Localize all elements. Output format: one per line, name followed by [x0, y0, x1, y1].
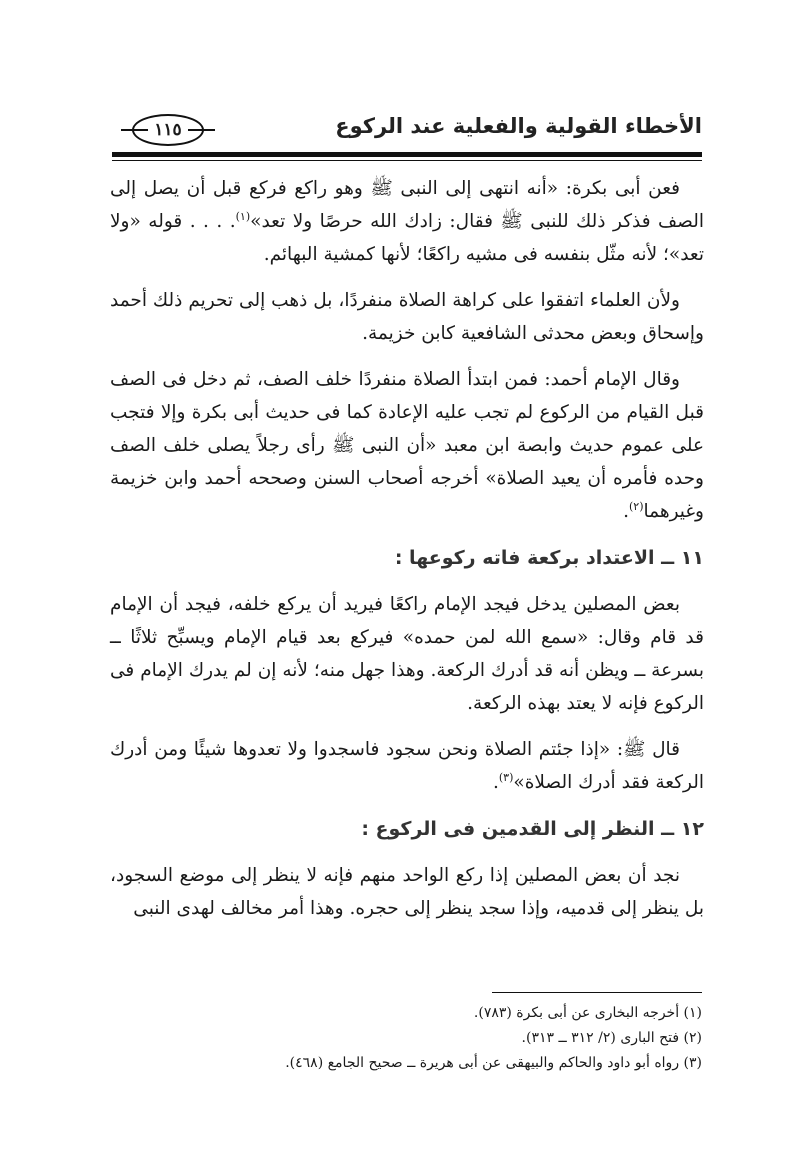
paragraph-3-text: وقال الإمام أحمد: فمن ابتدأ الصلاة منفردًا خلف الصف، ثم دخل فى الصف قبل القيام من الركوع لم تجب عليه الإعادة كما فى حديث أبى بكرة وإلا فتجب على عموم حديث وابصة ابن معبد «أن النبى ﷺ رأى رجلاً يصلى خلف الصف وحده فأمره أن يعيد الصلاة» أخرجه أصحاب السنن وصححه أحمد وابن خزيمة وغيرهما	[110, 369, 704, 522]
paragraph-5-end: .	[492, 772, 499, 793]
paragraph-1-rest: . . . . قوله «ولا تعد»؛ لأنه مثّل بنفسه فى مشيه راكعًا؛ لأنها كمشية البهائم.	[110, 211, 704, 265]
footnote-ref-2: (٢)	[628, 499, 644, 513]
header-rule-thin	[112, 160, 702, 161]
footnote-3: (٣) رواه أبو داود والحاكم والبيهقى عن أبى هريرة ــ صحيح الجامع (٤٦٨).	[285, 1055, 702, 1071]
paragraph-3	[110, 363, 704, 528]
footnote-separator	[492, 992, 702, 993]
page-header	[112, 108, 702, 154]
paragraph-5	[110, 733, 704, 799]
paragraph-4: بعض المصلين يدخل فيجد الإمام راكعًا فيريد أن يركع خلفه، فيجد أن الإمام قد قام وقال: «سمع الله لمن حمده» فيركع بعد قيام الإمام ويسبِّح ثلاثًا ــ بسرعة ــ ويظن أنه قد أدرك الركعة. وهذا جهل منه؛ لأنه إن لم يدرك الإمام فى الركوع فإنه لا يعتد بهذه الركعة.	[110, 594, 704, 714]
footnote-ref-1: (١)	[235, 209, 251, 223]
page-number: ١١٥	[148, 120, 187, 140]
paragraph-1-text: فعن أبى بكرة: «أنه انتهى إلى النبى ﷺ وهو راكع فركع قبل أن يصل إلى الصف فذكر ذلك للنبى ﷺ فقال: زادك الله حرصًا ولا تعد»	[110, 178, 704, 232]
section-heading-11: ١١ ــ الاعتداد بركعة فاته ركوعها :	[394, 547, 704, 569]
paragraph-2: ولأن العلماء اتفقوا على كراهة الصلاة منفردًا، بل ذهب إلى تحريم ذلك أحمد وإسحاق وبعض محدثى الشافعية كابن خزيمة.	[110, 290, 704, 344]
footnote-2: (٢) فتح البارى (٢/ ٣١٢ ــ ٣١٣).	[521, 1030, 702, 1046]
header-rule-thick	[112, 152, 702, 157]
paragraph-6: نجد أن بعض المصلين إذا ركع الواحد منهم فإنه لا ينظر إلى موضع السجود، بل ينظر إلى قدميه، وإذا سجد ينظر إلى حجره. وهذا أمر مخالف لهدى النبى	[110, 865, 704, 919]
section-heading-12: ١٢ ــ النظر إلى القدمين فى الركوع :	[361, 818, 704, 840]
paragraph-3-end: .	[623, 501, 629, 522]
body-text	[110, 172, 704, 938]
paragraph-5-text: قال ﷺ: «إذا جئتم الصلاة ونحن سجود فاسجدوا ولا تعدوها شيئًا ومن أدرك الركعة فقد أدرك الصلاة»	[110, 739, 704, 793]
footnotes	[108, 1001, 702, 1076]
footnote-1: (١) أخرجه البخارى عن أبى بكرة (٧٨٣).	[473, 1005, 702, 1021]
footnote-ref-3: (٣)	[498, 770, 514, 784]
running-title: الأخطاء القولية والفعلية عند الركوع	[335, 114, 702, 138]
paragraph-1	[110, 172, 704, 271]
page-number-badge	[132, 114, 204, 146]
